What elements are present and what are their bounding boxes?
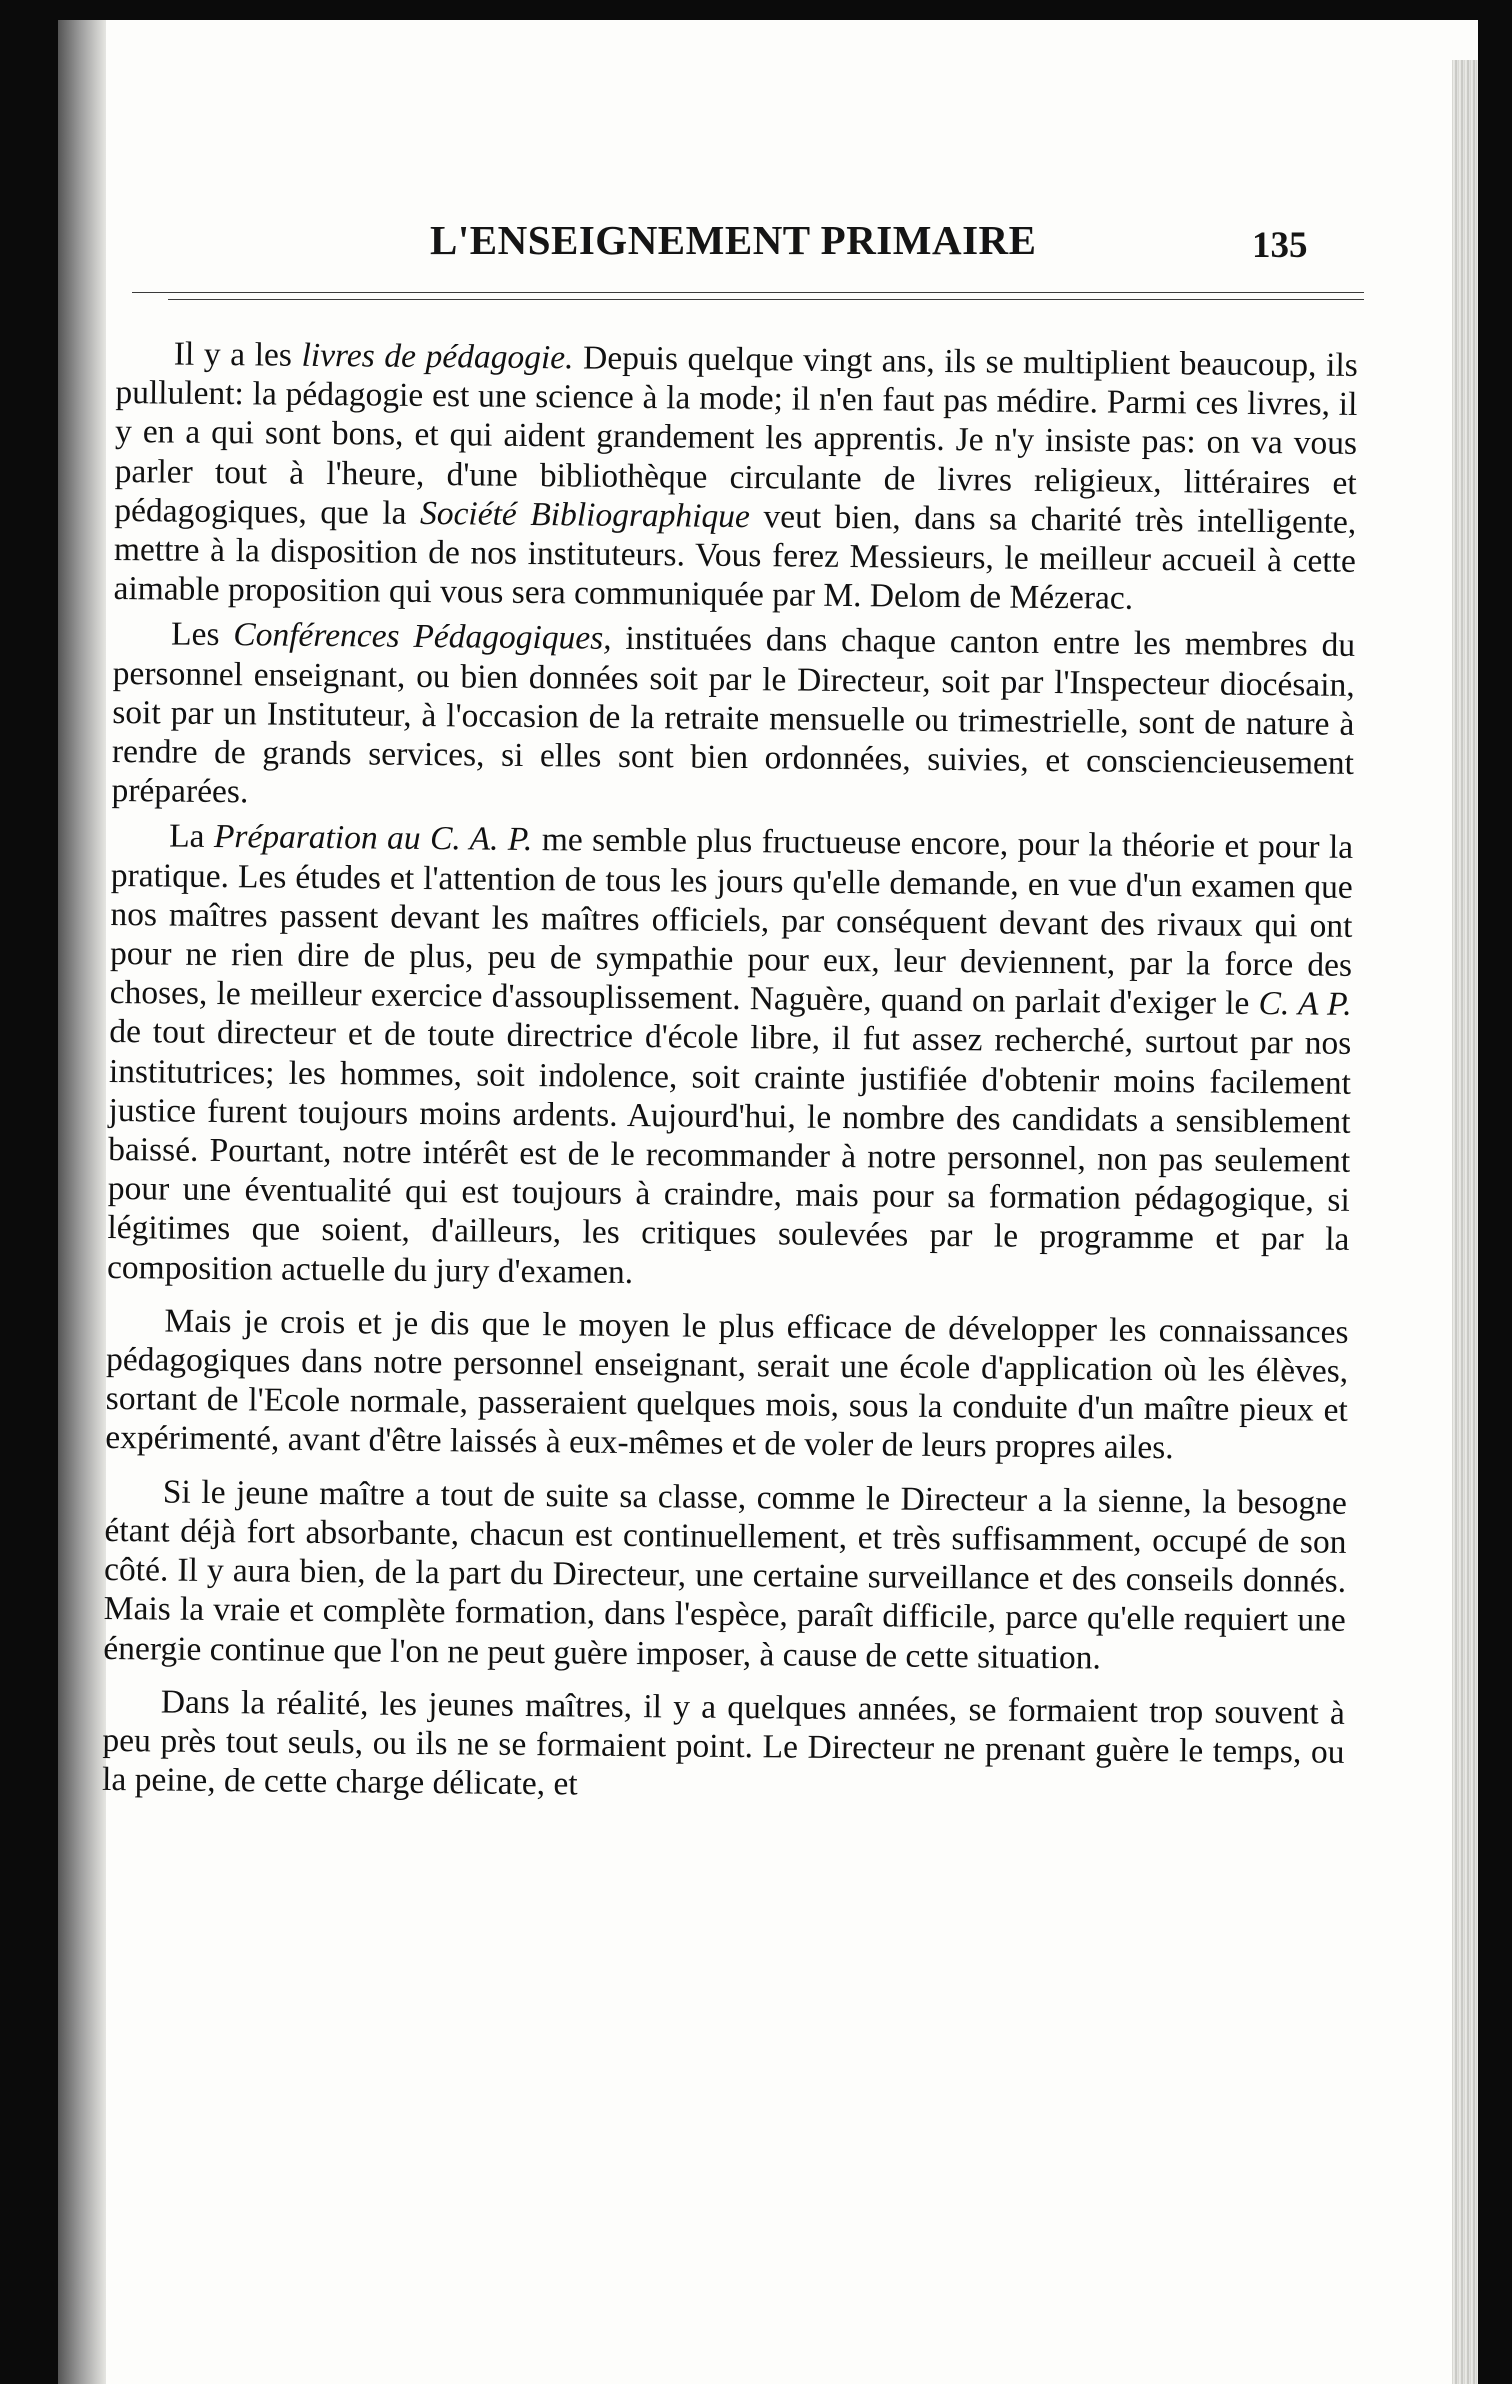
paragraph-jeune-maitre — [103, 1472, 1347, 1680]
text-run: Si le jeune maître a tout de suite sa classe, comme le Directeur a la sienne, la besogne étant déjà fort absorbante, chacun est continuellement, et très suffisamment, occupé de son côté. Il y aura bien, de la part du Directeur, une certaine surveillance et des conseils donnés. Mais la vraie et complète formation, dans l'espèce, paraît difficile, parce qu'elle requiert une énergie continue que l'on ne peut guère imposer, à cause de cette situation. — [103, 1473, 1348, 1677]
italic-term: C. A P. — [1258, 985, 1352, 1024]
binding-shadow — [58, 20, 106, 2384]
text-run: Les — [170, 615, 234, 654]
paragraph-dans-la-realite — [102, 1682, 1345, 1812]
italic-term: livres de pédagogie. — [301, 336, 574, 377]
italic-term: Préparation au C. A. P. — [213, 818, 533, 859]
page-number: 135 — [1252, 225, 1308, 266]
text-run: veut bien, dans sa charité très intelligente, mettre à la disposition de nos instituteurs. Vous ferez Messieurs, le meilleur accueil à cette aimable proposition qui vous sera communiquée par M. Delom de Mézerac. — [113, 497, 1357, 617]
running-head — [58, 202, 1478, 266]
paragraph-ecole-application — [105, 1301, 1348, 1470]
header-rule-double — [168, 299, 1364, 300]
paragraph-preparation-cap — [107, 816, 1353, 1298]
text-run: Il y a les — [173, 335, 302, 374]
text-run: Dans la réalité, les jeunes maîtres, il y a quelques années, se formaient trop souvent à peu près tout seuls, ou ils ne se formaient point. Le Directeur ne prenant guère le temps, ou la peine, de cette charge délicate, et — [101, 1683, 1345, 1803]
text-run: Depuis quelque vingt ans, ils se multiplient beaucoup, ils pullulent: la pédagogie est une science à la mode; il n'en faut pas médire. Parmi ces livres, il y en a qui sont bons, et qui aident grandement les apprentis. Je n'y insiste pas: on va vous parler tout à l'heure, d'une bibliothèque circulante de livres religieux, littéraires et pédagogiques, que la — [114, 339, 1358, 532]
italic-term: Société Bibliographique — [419, 494, 751, 535]
paragraph-livres-de-pedagogie — [113, 334, 1358, 620]
text-run: me semble plus fructueuse encore, pour la théorie et pour la pratique. Les études et l'attention de tous les jours qu'elle demande, en vue d'un examen que nos maîtres passent devant les maîtres officiels, par conséquent devant des rivaux qui ont pour ne rien dire de plus, peu de sympathie pour eux, leur deviennent, par la force des choses, le meilleur exercice d'assouplissement. Naguère, quand on parlait d'exiger le — [109, 821, 1354, 1023]
text-run: de tout directeur et de toute directrice d'école libre, il fut assez recherché, surtout par nos institutrices; les hommes, soit indolence, soit crainte justifiée d'obtenir moins facilement justice furent toujours moins ardents. Aujourd'hui, le nombre des candidats a sensiblement baissé. Pourtant, notre intérêt est de le recommander à notre personnel, non pas seulement pour une éventualité qui est toujours à craindre, mais pour sa formation pédagogique, si légitimes que soient, d'ailleurs, les critiques soulevées par le programme et par la composition actuelle du jury d'examen. — [106, 1013, 1352, 1291]
italic-term: Conférences Pédagogiques, — [233, 616, 612, 658]
book-page — [58, 20, 1478, 2384]
paragraph-conferences — [111, 614, 1355, 822]
header-rule — [132, 292, 1364, 293]
page-edge — [1452, 60, 1478, 2384]
text-run: La — [169, 817, 215, 856]
text-run: instituées dans chaque canton entre les membres du personnel enseignant, ou bien données soit par le Directeur, soit par l'Inspecteur diocésain, soit par un Instituteur, à l'occasion de la retraite mensuelle ou trimestrielle, sont de nature à rendre de grands services, si elles sont bien ordonnées, suivies, et consciencieusement préparées. — [111, 620, 1356, 811]
running-title: L'ENSEIGNEMENT PRIMAIRE — [430, 217, 1037, 263]
text-run: Mais je crois et je dis que le moyen le plus efficace de développer les connaissances pédagogiques dans notre personnel enseignant, serait une école d'application où les élèves, sortant de l'Ecole normale, passeraient quelques mois, sous la conduite d'un maître pieux et expérimenté, avant d'être laissés à eux-mêmes et de voler de leurs propres ailes. — [105, 1302, 1349, 1467]
body-text — [102, 334, 1358, 1817]
